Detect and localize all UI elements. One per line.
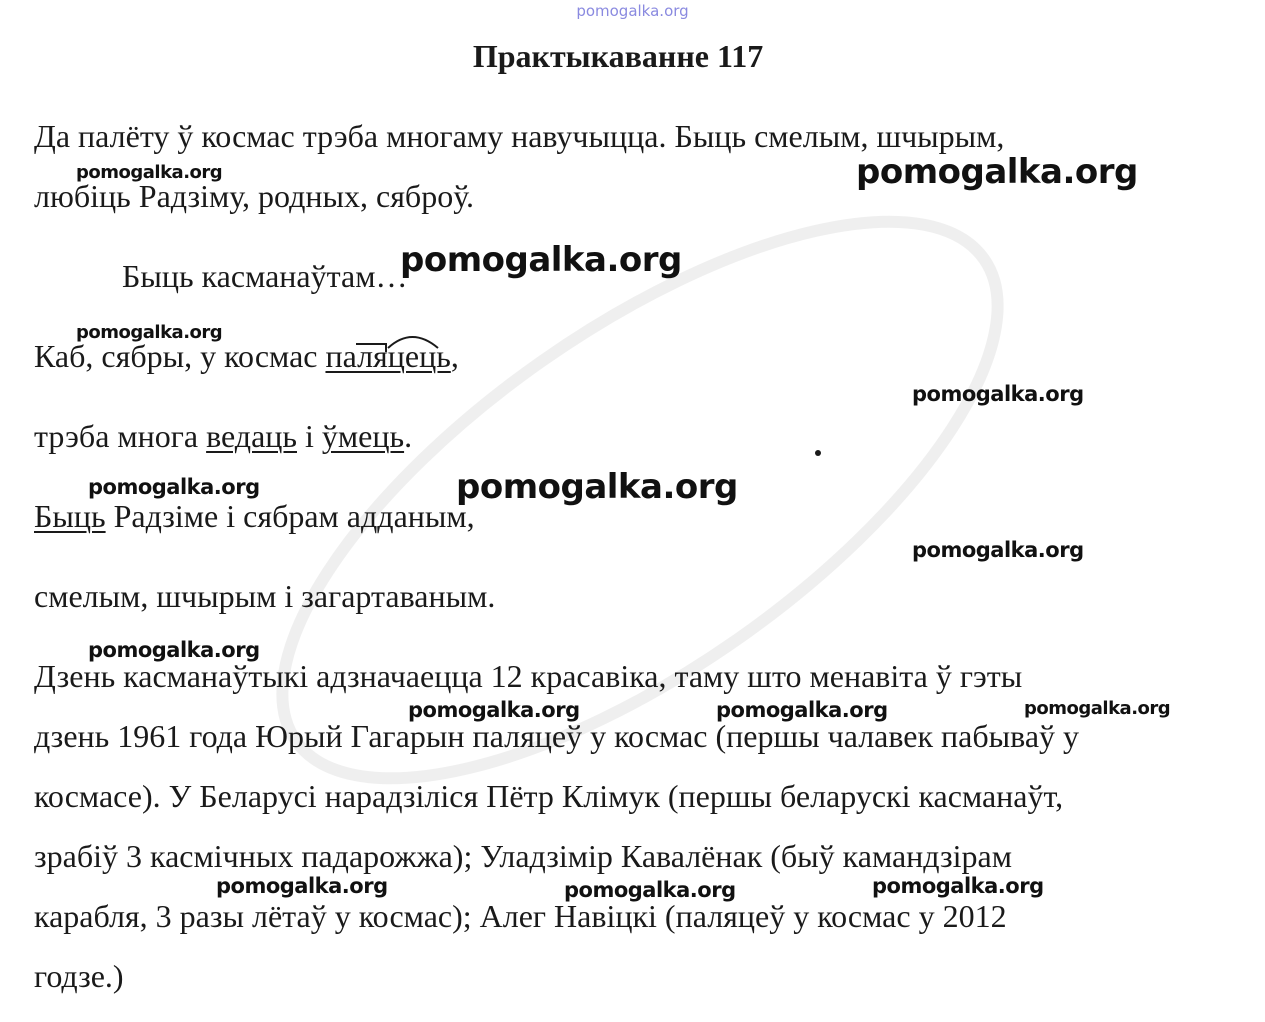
- watermark-stamp: pomogalka.org: [76, 322, 223, 343]
- paragraph-line-5: карабля, 3 разы лётаў у космас); Алег Навіцкі (паляцеў у космас у 2012: [34, 898, 1007, 934]
- paragraph-line-6: годзе.): [34, 958, 124, 994]
- text-span: .: [404, 418, 413, 454]
- watermark-stamp: pomogalka.org: [88, 638, 260, 662]
- paragraph-line-2: дзень 1961 года Юрый Гагарын паляцеў у космас (першы чалавек пабываў у: [34, 718, 1080, 754]
- watermark-stamp: pomogalka.org: [912, 382, 1084, 406]
- paragraph-line-1: Дзень касманаўтыкі адзначаецца 12 красавіка, таму што менавіта ў гэты: [34, 658, 1023, 694]
- watermark-stamp: pomogalka.org: [76, 162, 223, 183]
- watermark-stamp: pomogalka.org: [456, 467, 738, 507]
- text-span: Каб, сябры, у космас: [34, 338, 326, 374]
- watermark-stamp: pomogalka.org: [564, 878, 736, 902]
- watermark-stamp: pomogalka.org: [408, 698, 580, 722]
- underlined-verb: ўмець: [321, 418, 405, 454]
- intro-line-1: Да палёту ў космас трэба многаму навучыцца. Быць смелым, шчырым,: [34, 118, 1005, 154]
- text-span: і: [297, 418, 322, 454]
- paragraph-line-3: космасе). У Беларусі нарадзіліся Пётр Клімук (першы беларускі касманаўт,: [34, 778, 1064, 814]
- exercise-title: Практыкаванне 117: [472, 38, 764, 74]
- watermark-stamp: pomogalka.org: [716, 698, 888, 722]
- paragraph-line-4: зрабіў 3 касмічных падарожжа); Уладзімір Кавалёнак (быў камандзірам: [34, 838, 1012, 874]
- underlined-verb: ведаць: [206, 418, 297, 454]
- watermark-stamp: pomogalka.org: [400, 240, 682, 280]
- watermark-stamp: pomogalka.org: [216, 874, 388, 898]
- underlined-verb: Быць: [34, 498, 106, 534]
- underlined-verb: паляцець: [325, 338, 451, 374]
- watermark-stamp: pomogalka.org: [88, 475, 260, 499]
- top-watermark: pomogalka.org: [576, 2, 689, 20]
- watermark-stamp: pomogalka.org: [856, 152, 1138, 192]
- watermark-stamp: pomogalka.org: [872, 874, 1044, 898]
- text-span: трэба многа: [34, 418, 207, 454]
- text-span: ,: [450, 338, 459, 374]
- watermark-stamp: pomogalka.org: [912, 538, 1084, 562]
- text-span: Радзіме і сябрам адданым,: [105, 498, 475, 534]
- intro-line-2: любіць Радзіму, родных, сяброў.: [34, 178, 474, 214]
- poem-line-2: [34, 418, 412, 455]
- poem-line-4: смелым, шчырым і загартаваным.: [34, 578, 496, 614]
- poem-line-3: [34, 498, 475, 535]
- poem-title: Быць касманаўтам…: [122, 258, 408, 294]
- watermark-stamp: pomogalka.org: [1024, 698, 1171, 719]
